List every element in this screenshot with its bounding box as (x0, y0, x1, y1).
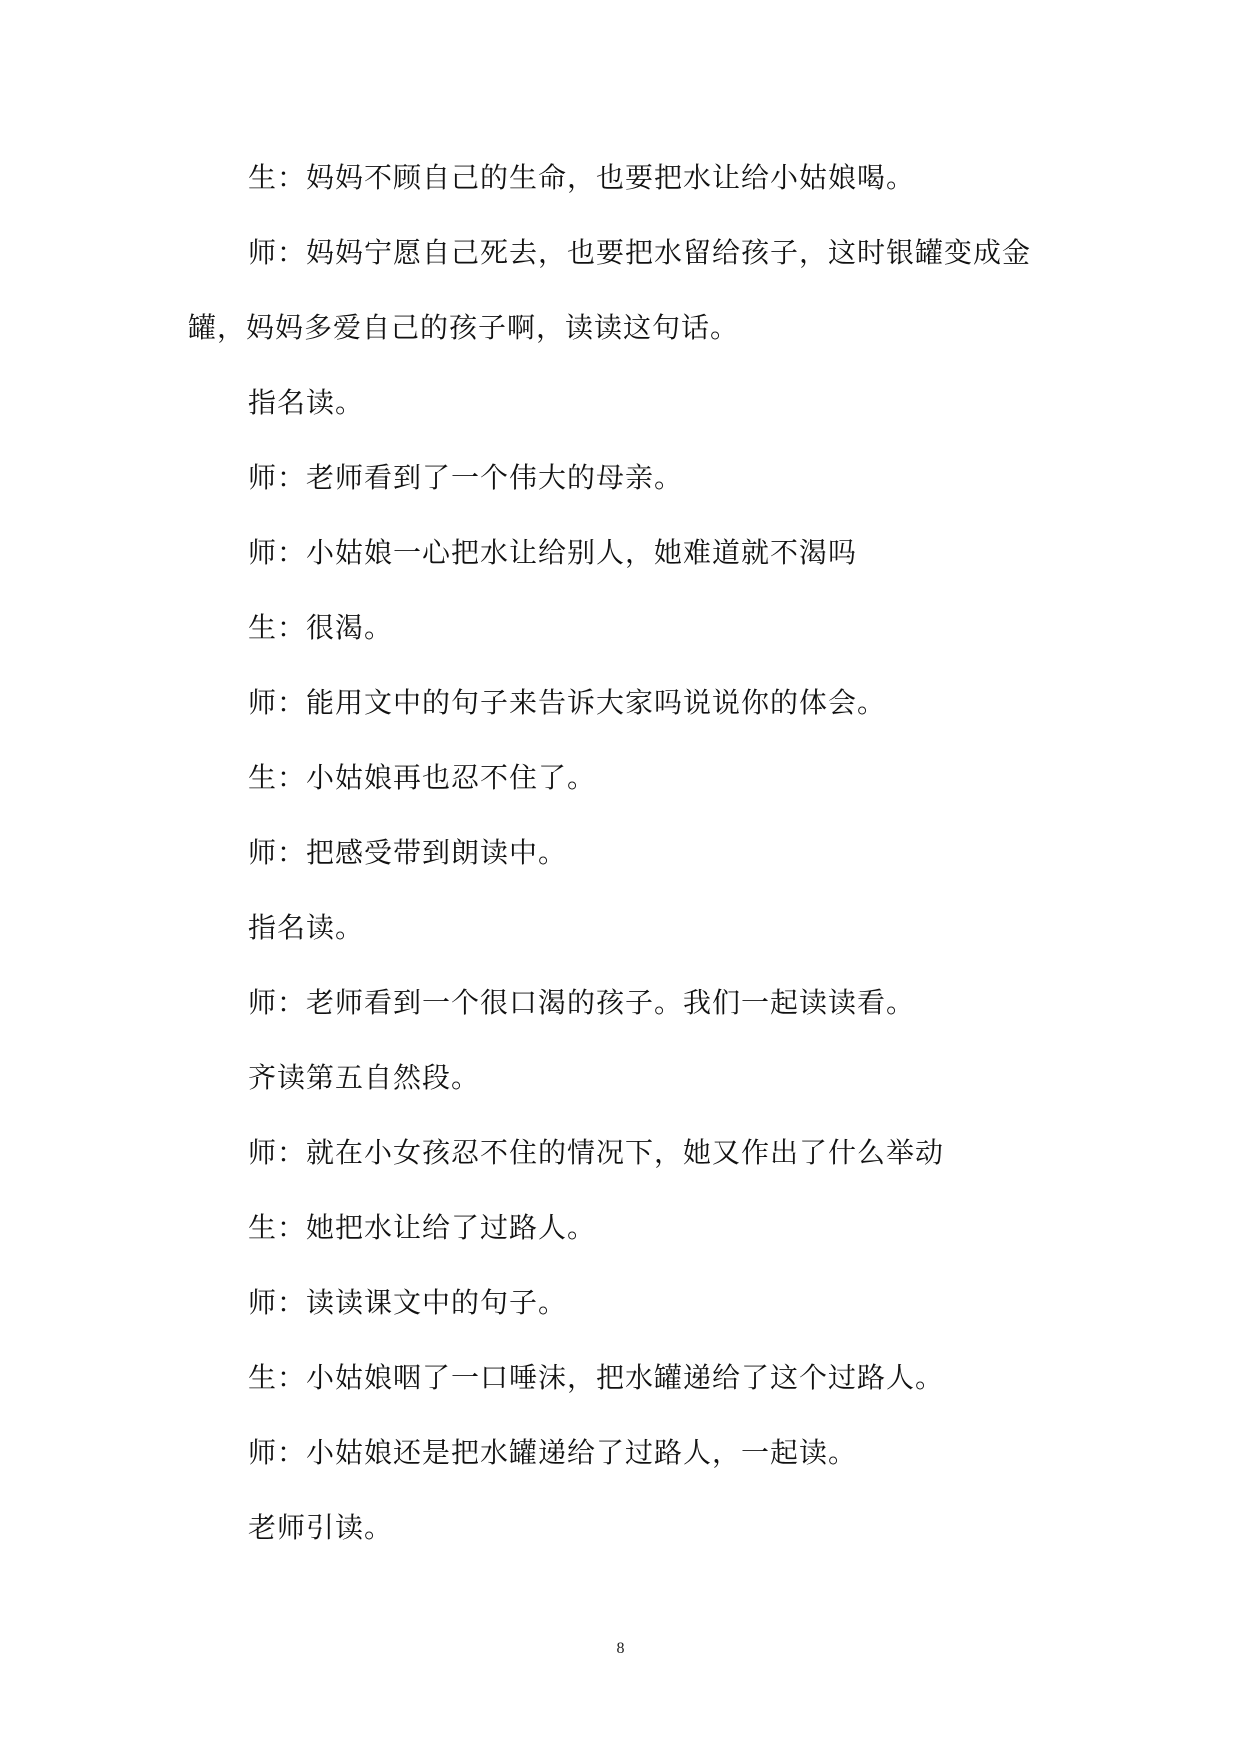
paragraph: 生：很渴。 (248, 611, 394, 644)
paragraph: 师：就在小女孩忍不住的情况下，她又作出了什么举动 (248, 1136, 945, 1169)
paragraph: 生：小姑娘再也忍不住了。 (248, 761, 597, 794)
paragraph: 老师引读。 (248, 1511, 394, 1544)
paragraph: 指名读。 (248, 386, 365, 419)
paragraph: 齐读第五自然段。 (248, 1061, 481, 1094)
paragraph: 师：妈妈宁愿自己死去，也要把水留给孩子，这时银罐变成金罐，妈妈多爱自己的孩子啊，读读这句话。 (188, 236, 1032, 344)
paragraph: 师：读读课文中的句子。 (248, 1286, 568, 1319)
paragraph: 生：妈妈不顾自己的生命，也要把水让给小姑娘喝。 (248, 161, 916, 194)
paragraph: 生：小姑娘咽了一口唾沫，把水罐递给了这个过路人。 (248, 1361, 945, 1394)
page-number: 8 (616, 1640, 625, 1657)
paragraph: 生：她把水让给了过路人。 (248, 1211, 597, 1244)
paragraph: 师：小姑娘一心把水让给别人，她难道就不渴吗 (248, 536, 858, 569)
document-body (188, 140, 1068, 1565)
paragraph: 师：把感受带到朗读中。 (248, 836, 568, 869)
paragraph: 师：老师看到了一个伟大的母亲。 (248, 461, 684, 494)
paragraph: 指名读。 (248, 911, 365, 944)
paragraph: 师：老师看到一个很口渴的孩子。我们一起读读看。 (248, 986, 916, 1019)
paragraph: 师：小姑娘还是把水罐递给了过路人，一起读。 (248, 1436, 858, 1469)
paragraph: 师：能用文中的句子来告诉大家吗说说你的体会。 (248, 686, 887, 719)
